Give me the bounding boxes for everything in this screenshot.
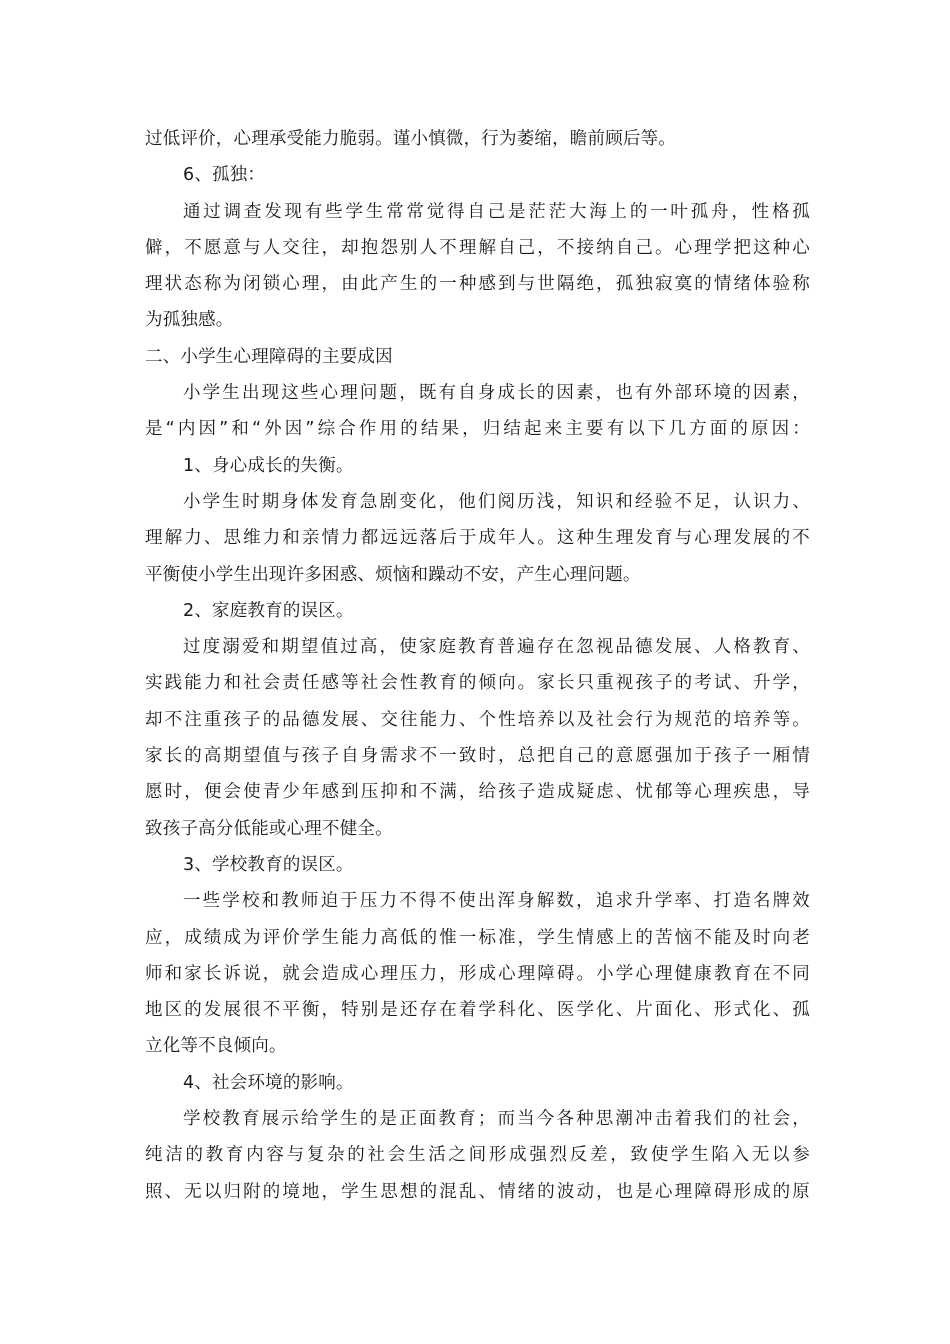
text-line: 学校教育展示给学生的是正面教育；而当今各种思潮冲击着我们的社会， (183, 1109, 810, 1130)
text-line: 一些学校和教师迫于压力不得不使出浑身解数，追求升学率、打造名牌效 (183, 891, 810, 912)
text-line: 小学生出现这些心理问题，既有自身成长的因素，也有外部环境的因素， (183, 383, 810, 404)
text-line: 却不注重孩子的品德发展、交往能力、个性培养以及社会行为规范的培养等。 (145, 709, 810, 730)
text-line: 平衡使小学生出现许多困惑、烦恼和躁动不安，产生心理问题。 (145, 564, 641, 585)
text-line: 纯洁的教育内容与复杂的社会生活之间形成强烈反差，致使学生陷入无以参 (145, 1145, 810, 1166)
text-line: 是“内因”和“外因”综合作用的结果，归结起来主要有以下几方面的原因： (145, 419, 810, 440)
text-line: 愿时，便会使青少年感到压抑和不满，给孩子造成疑虑、忧郁等心理疾患，导 (145, 782, 810, 803)
text-line: 6、孤独： (183, 165, 266, 186)
text-line: 小学生时期身体发育急剧变化，他们阅历浅，知识和经验不足，认识力、 (183, 491, 810, 512)
text-line: 家长的高期望值与孩子自身需求不一致时，总把自己的意愿强加于孩子一厢情 (145, 746, 810, 767)
text-line: 二、小学生心理障碍的主要成因 (145, 346, 393, 367)
text-line: 1、身心成长的失衡。 (183, 455, 354, 476)
text-line: 过度溺爱和期望值过高，使家庭教育普遍存在忽视品德发展、人格教育、 (183, 637, 810, 658)
text-line: 通过调查发现有些学生常常觉得自己是茫茫大海上的一叶孤舟，性格孤 (183, 201, 810, 222)
text-line: 2、家庭教育的误区。 (183, 600, 354, 621)
text-line: 为孤独感。 (145, 310, 234, 331)
text-line: 过低评价，心理承受能力脆弱。谨小慎微，行为萎缩，瞻前顾后等。 (145, 129, 676, 149)
text-line: 僻，不愿意与人交往，却抱怨别人不理解自己，不接纳自己。心理学把这种心 (145, 237, 810, 258)
text-line: 3、学校教育的误区。 (183, 854, 354, 875)
text-line: 理状态称为闭锁心理，由此产生的一种感到与世隔绝，孤独寂寞的情绪体验称 (145, 274, 810, 295)
text-line: 致孩子高分低能或心理不健全。 (145, 818, 393, 839)
text-line: 地区的发展很不平衡，特别是还存在着学科化、医学化、片面化、形式化、孤 (145, 1000, 810, 1021)
text-line: 理解力、思维力和亲情力都远远落后于成年人。这种生理发育与心理发展的不 (145, 528, 810, 549)
document-body (145, 121, 810, 1210)
text-line: 师和家长诉说，就会造成心理压力，形成心理障碍。小学心理健康教育在不同 (145, 963, 810, 984)
text-line: 4、社会环境的影响。 (183, 1072, 354, 1093)
text-line: 实践能力和社会责任感等社会性教育的倾向。家长只重视孩子的考试、升学， (145, 673, 810, 694)
text-line: 照、无以归附的境地，学生思想的混乱、情绪的波动，也是心理障碍形成的原 (145, 1181, 810, 1202)
text-line: 立化等不良倾向。 (145, 1036, 287, 1057)
text-line: 应，成绩成为评价学生能力高低的惟一标准，学生情感上的苦恼不能及时向老 (145, 927, 810, 948)
